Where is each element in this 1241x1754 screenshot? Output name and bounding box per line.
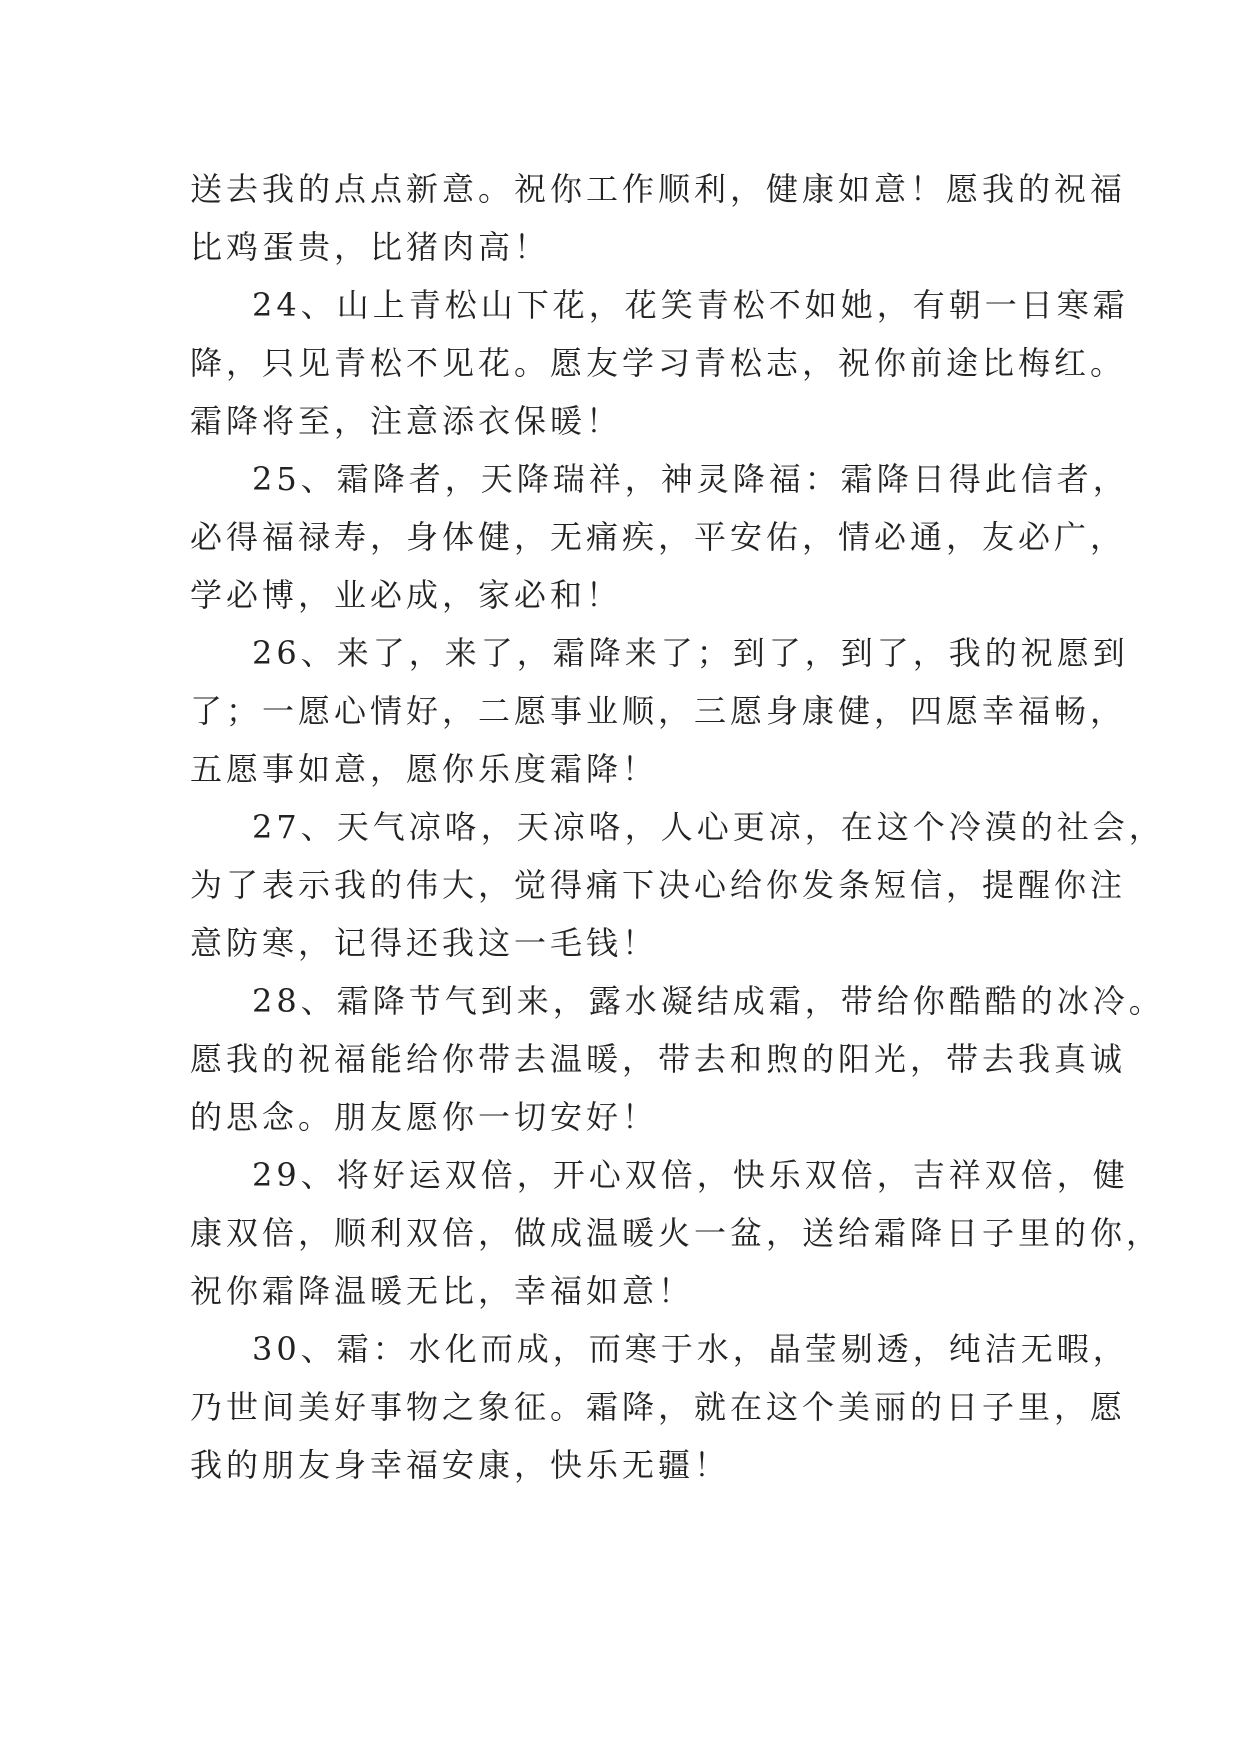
text-line: 的思念。朋友愿你一切安好！ (190, 1098, 659, 1136)
text-line: 比鸡蛋贵，比猪肉高！ (190, 228, 551, 266)
text-line: 霜降将至，注意添衣保暖！ (190, 402, 623, 440)
text-line: 了；一愿心情好，二愿事业顺，三愿身康健，四愿幸福畅， (190, 692, 1127, 730)
paragraph-27-first-line: 27、天气凉咯，天凉咯，人心更凉，在这个冷漠的社会， (252, 808, 1165, 846)
text-line: 愿我的祝福能给你带去温暖，带去和煦的阳光，带去我真诚 (190, 1040, 1127, 1078)
paragraph-24-first-line: 24、山上青松山下花，花笑青松不如她，有朝一日寒霜 (252, 286, 1129, 324)
text-line: 祝你霜降温暖无比，幸福如意！ (190, 1272, 695, 1310)
text-line: 意防寒，记得还我这一毛钱！ (190, 924, 659, 962)
paragraph-29-first-line: 29、将好运双倍，开心双倍，快乐双倍，吉祥双倍，健 (252, 1156, 1129, 1194)
text-line: 我的朋友身幸福安康，快乐无疆！ (190, 1446, 731, 1484)
text-line: 为了表示我的伟大，觉得痛下决心给你发条短信，提醒你注 (190, 866, 1127, 904)
paragraph-30-first-line: 30、霜：水化而成，而寒于水，晶莹剔透，纯洁无暇， (252, 1330, 1129, 1368)
text-line: 必得福禄寿，身体健，无痛疾，平安佑，情必通，友必广， (190, 518, 1127, 556)
text-line: 送去我的点点新意。祝你工作顺利，健康如意！愿我的祝福 (190, 170, 1127, 208)
paragraph-25-first-line: 25、霜降者，天降瑞祥，神灵降福：霜降日得此信者， (252, 460, 1129, 498)
text-line: 乃世间美好事物之象征。霜降，就在这个美丽的日子里，愿 (190, 1388, 1127, 1426)
paragraph-26-first-line: 26、来了，来了，霜降来了；到了，到了，我的祝愿到 (252, 634, 1129, 672)
text-line: 康双倍，顺利双倍，做成温暖火一盆，送给霜降日子里的你， (190, 1214, 1163, 1252)
text-line: 降，只见青松不见花。愿友学习青松志，祝你前途比梅红。 (190, 344, 1127, 382)
paragraph-28-first-line: 28、霜降节气到来，露水凝结成霜，带给你酷酷的冰冷。 (252, 982, 1165, 1020)
text-line: 学必博，业必成，家必和！ (190, 576, 623, 614)
text-line: 五愿事如意，愿你乐度霜降！ (190, 750, 659, 788)
